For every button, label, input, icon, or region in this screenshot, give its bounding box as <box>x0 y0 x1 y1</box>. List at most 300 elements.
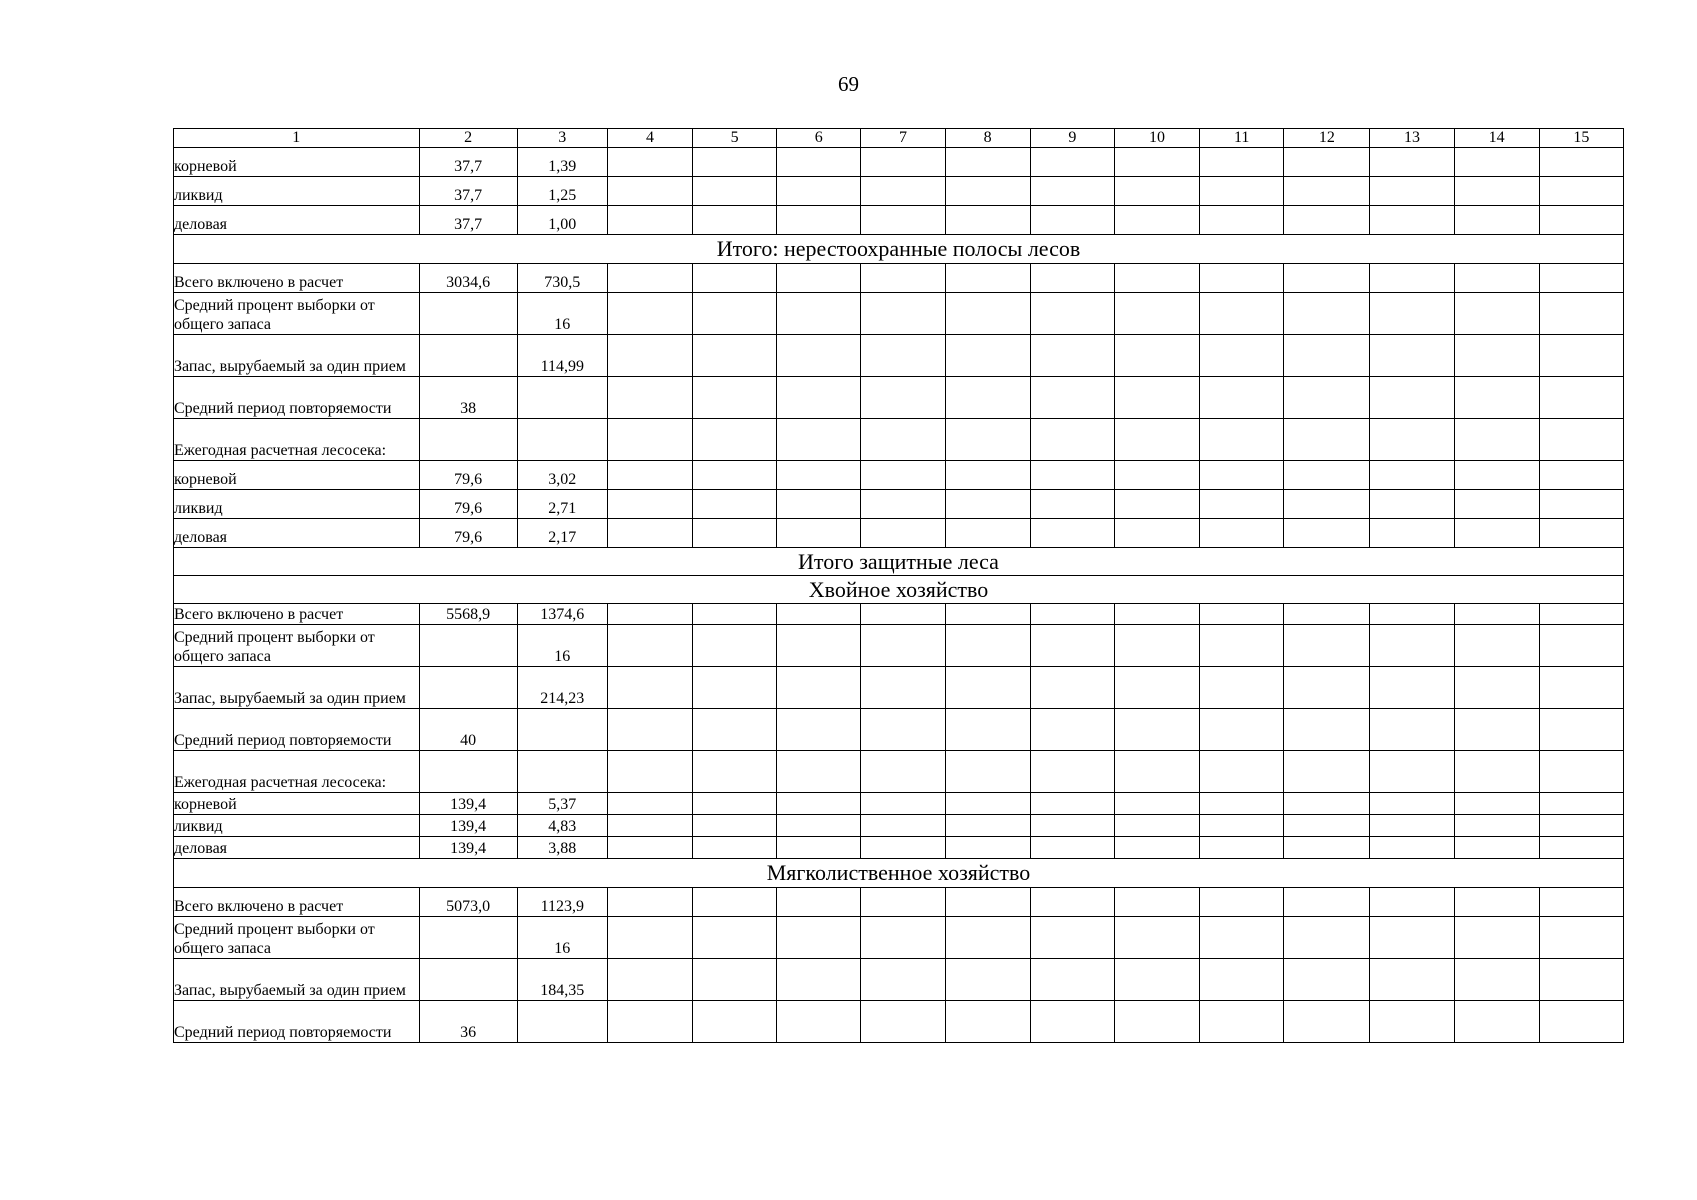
empty-cell <box>1370 793 1454 815</box>
empty-cell <box>1454 959 1539 1001</box>
empty-cell <box>1114 293 1199 335</box>
empty-cell <box>1114 837 1199 859</box>
empty-cell <box>945 917 1030 959</box>
value-cell <box>517 377 607 419</box>
empty-cell <box>945 837 1030 859</box>
empty-cell <box>1454 377 1539 419</box>
empty-cell <box>1454 604 1539 625</box>
table-row <box>174 419 1624 461</box>
table-row <box>174 148 1624 177</box>
empty-cell <box>1030 206 1114 235</box>
row-label: Всего включено в расчет <box>174 888 420 917</box>
empty-cell <box>1370 959 1454 1001</box>
value-cell <box>419 751 517 793</box>
empty-cell <box>861 377 945 419</box>
empty-cell <box>1200 625 1284 667</box>
empty-cell <box>1284 490 1370 519</box>
empty-cell <box>945 206 1030 235</box>
empty-cell <box>1539 293 1623 335</box>
empty-cell <box>607 751 692 793</box>
empty-cell <box>1284 837 1370 859</box>
value-cell: 16 <box>517 917 607 959</box>
empty-cell <box>693 519 777 548</box>
row-label: Всего включено в расчет <box>174 604 420 625</box>
empty-cell <box>777 1001 861 1043</box>
empty-cell <box>607 148 692 177</box>
row-label: Средний период повторяемости <box>174 377 420 419</box>
empty-cell <box>945 419 1030 461</box>
empty-cell <box>607 264 692 293</box>
empty-cell <box>1200 264 1284 293</box>
empty-cell <box>607 815 692 837</box>
empty-cell <box>1539 206 1623 235</box>
empty-cell <box>1200 751 1284 793</box>
empty-cell <box>1030 837 1114 859</box>
empty-cell <box>1114 815 1199 837</box>
empty-cell <box>861 793 945 815</box>
empty-cell <box>1539 490 1623 519</box>
empty-cell <box>1200 519 1284 548</box>
empty-cell <box>945 709 1030 751</box>
empty-cell <box>1114 667 1199 709</box>
empty-cell <box>1539 625 1623 667</box>
empty-cell <box>1114 519 1199 548</box>
empty-cell <box>607 519 692 548</box>
empty-cell <box>1200 793 1284 815</box>
table-row <box>174 293 1624 335</box>
empty-cell <box>945 490 1030 519</box>
empty-cell <box>945 667 1030 709</box>
empty-cell <box>1030 917 1114 959</box>
empty-cell <box>1200 377 1284 419</box>
row-label: ликвид <box>174 177 420 206</box>
empty-cell <box>1370 206 1454 235</box>
empty-cell <box>1370 709 1454 751</box>
empty-cell <box>861 148 945 177</box>
empty-cell <box>1114 206 1199 235</box>
empty-cell <box>1284 206 1370 235</box>
empty-cell <box>693 815 777 837</box>
empty-cell <box>693 837 777 859</box>
empty-cell <box>1284 335 1370 377</box>
table-row <box>174 1001 1624 1043</box>
empty-cell <box>861 461 945 490</box>
empty-cell <box>693 177 777 206</box>
table-row <box>174 264 1624 293</box>
table-row <box>174 917 1624 959</box>
empty-cell <box>777 461 861 490</box>
value-cell <box>517 419 607 461</box>
column-header: 11 <box>1200 129 1284 148</box>
empty-cell <box>1200 837 1284 859</box>
value-cell: 214,23 <box>517 667 607 709</box>
empty-cell <box>777 264 861 293</box>
empty-cell <box>1454 148 1539 177</box>
empty-cell <box>1284 148 1370 177</box>
column-header: 6 <box>777 129 861 148</box>
empty-cell <box>861 625 945 667</box>
empty-cell <box>861 709 945 751</box>
empty-cell <box>1539 793 1623 815</box>
value-cell: 139,4 <box>419 793 517 815</box>
empty-cell <box>607 206 692 235</box>
empty-cell <box>1200 490 1284 519</box>
empty-cell <box>1030 888 1114 917</box>
value-cell <box>419 419 517 461</box>
empty-cell <box>1539 888 1623 917</box>
empty-cell <box>1370 625 1454 667</box>
empty-cell <box>945 959 1030 1001</box>
row-label: Средний процент выборки от общего запаса <box>174 625 420 667</box>
empty-cell <box>777 917 861 959</box>
empty-cell <box>1370 264 1454 293</box>
table-header-row <box>174 129 1624 148</box>
empty-cell <box>1539 177 1623 206</box>
calculation-table <box>173 128 1624 1043</box>
empty-cell <box>693 148 777 177</box>
empty-cell <box>1200 293 1284 335</box>
empty-cell <box>1200 1001 1284 1043</box>
column-header: 5 <box>693 129 777 148</box>
empty-cell <box>1114 461 1199 490</box>
empty-cell <box>945 604 1030 625</box>
empty-cell <box>1030 959 1114 1001</box>
empty-cell <box>1454 751 1539 793</box>
empty-cell <box>945 335 1030 377</box>
empty-cell <box>945 148 1030 177</box>
empty-cell <box>861 815 945 837</box>
empty-cell <box>1370 888 1454 917</box>
section-heading-row <box>174 548 1624 576</box>
empty-cell <box>1284 625 1370 667</box>
empty-cell <box>1539 377 1623 419</box>
table-row <box>174 177 1624 206</box>
value-cell: 1,39 <box>517 148 607 177</box>
empty-cell <box>1284 667 1370 709</box>
empty-cell <box>1200 815 1284 837</box>
table-row <box>174 793 1624 815</box>
value-cell <box>419 959 517 1001</box>
value-cell <box>419 335 517 377</box>
empty-cell <box>1539 751 1623 793</box>
row-label: Средний процент выборки от общего запаса <box>174 917 420 959</box>
empty-cell <box>1284 959 1370 1001</box>
empty-cell <box>945 293 1030 335</box>
empty-cell <box>607 293 692 335</box>
value-cell: 3,88 <box>517 837 607 859</box>
empty-cell <box>777 837 861 859</box>
empty-cell <box>1200 148 1284 177</box>
empty-cell <box>1454 709 1539 751</box>
row-label: Всего включено в расчет <box>174 264 420 293</box>
empty-cell <box>1370 377 1454 419</box>
empty-cell <box>607 377 692 419</box>
column-header: 7 <box>861 129 945 148</box>
empty-cell <box>1370 335 1454 377</box>
empty-cell <box>777 206 861 235</box>
table-row <box>174 604 1624 625</box>
section-title: Итого: нерестоохранные полосы лесов <box>174 235 1624 264</box>
empty-cell <box>1454 837 1539 859</box>
section-heading-row <box>174 859 1624 888</box>
empty-cell <box>1370 751 1454 793</box>
empty-cell <box>693 264 777 293</box>
value-cell <box>517 709 607 751</box>
table-row <box>174 667 1624 709</box>
empty-cell <box>1454 335 1539 377</box>
column-header: 4 <box>607 129 692 148</box>
empty-cell <box>1539 837 1623 859</box>
empty-cell <box>945 264 1030 293</box>
empty-cell <box>861 604 945 625</box>
empty-cell <box>693 419 777 461</box>
section-title: Мягколиственное хозяйство <box>174 859 1624 888</box>
column-header: 1 <box>174 129 420 148</box>
empty-cell <box>1200 206 1284 235</box>
empty-cell <box>607 917 692 959</box>
empty-cell <box>1539 519 1623 548</box>
column-header: 13 <box>1370 129 1454 148</box>
empty-cell <box>1370 461 1454 490</box>
empty-cell <box>1114 490 1199 519</box>
empty-cell <box>945 625 1030 667</box>
empty-cell <box>693 206 777 235</box>
empty-cell <box>1114 625 1199 667</box>
empty-cell <box>861 419 945 461</box>
empty-cell <box>1200 667 1284 709</box>
empty-cell <box>861 959 945 1001</box>
empty-cell <box>1539 667 1623 709</box>
value-cell <box>419 667 517 709</box>
empty-cell <box>1200 917 1284 959</box>
row-label: Запас, вырубаемый за один прием <box>174 959 420 1001</box>
empty-cell <box>777 604 861 625</box>
empty-cell <box>1284 888 1370 917</box>
section-heading-row <box>174 235 1624 264</box>
empty-cell <box>1370 917 1454 959</box>
value-cell: 184,35 <box>517 959 607 1001</box>
empty-cell <box>607 419 692 461</box>
empty-cell <box>1284 751 1370 793</box>
empty-cell <box>777 148 861 177</box>
table-row <box>174 709 1624 751</box>
empty-cell <box>1030 625 1114 667</box>
value-cell: 36 <box>419 1001 517 1043</box>
empty-cell <box>1284 604 1370 625</box>
empty-cell <box>1454 815 1539 837</box>
empty-cell <box>945 751 1030 793</box>
empty-cell <box>1030 419 1114 461</box>
value-cell <box>517 1001 607 1043</box>
empty-cell <box>777 815 861 837</box>
value-cell <box>517 751 607 793</box>
section-title: Итого защитные леса <box>174 548 1624 576</box>
empty-cell <box>1284 177 1370 206</box>
empty-cell <box>1114 335 1199 377</box>
value-cell <box>419 625 517 667</box>
value-cell: 5073,0 <box>419 888 517 917</box>
value-cell: 5,37 <box>517 793 607 815</box>
empty-cell <box>693 793 777 815</box>
value-cell: 79,6 <box>419 490 517 519</box>
table-row <box>174 335 1624 377</box>
value-cell: 1,00 <box>517 206 607 235</box>
column-header: 15 <box>1539 129 1623 148</box>
empty-cell <box>945 377 1030 419</box>
empty-cell <box>1370 815 1454 837</box>
section-title: Хвойное хозяйство <box>174 576 1624 604</box>
value-cell: 79,6 <box>419 461 517 490</box>
empty-cell <box>1200 604 1284 625</box>
empty-cell <box>861 490 945 519</box>
empty-cell <box>607 837 692 859</box>
empty-cell <box>1454 419 1539 461</box>
empty-cell <box>945 519 1030 548</box>
empty-cell <box>607 335 692 377</box>
empty-cell <box>945 1001 1030 1043</box>
value-cell: 139,4 <box>419 815 517 837</box>
empty-cell <box>1370 1001 1454 1043</box>
empty-cell <box>1114 604 1199 625</box>
empty-cell <box>693 1001 777 1043</box>
row-label: Ежегодная расчетная лесосека: <box>174 419 420 461</box>
value-cell: 1,25 <box>517 177 607 206</box>
empty-cell <box>1114 793 1199 815</box>
empty-cell <box>777 490 861 519</box>
empty-cell <box>1200 419 1284 461</box>
empty-cell <box>1370 519 1454 548</box>
empty-cell <box>777 177 861 206</box>
row-label: ликвид <box>174 490 420 519</box>
table-row <box>174 815 1624 837</box>
empty-cell <box>1114 751 1199 793</box>
empty-cell <box>1284 293 1370 335</box>
empty-cell <box>693 461 777 490</box>
table-row <box>174 959 1624 1001</box>
row-label: деловая <box>174 206 420 235</box>
value-cell: 2,71 <box>517 490 607 519</box>
value-cell: 3,02 <box>517 461 607 490</box>
empty-cell <box>693 490 777 519</box>
value-cell: 37,7 <box>419 177 517 206</box>
value-cell <box>419 917 517 959</box>
empty-cell <box>1030 293 1114 335</box>
empty-cell <box>693 604 777 625</box>
empty-cell <box>1200 461 1284 490</box>
empty-cell <box>607 604 692 625</box>
column-header: 14 <box>1454 129 1539 148</box>
table-row <box>174 837 1624 859</box>
empty-cell <box>777 519 861 548</box>
table-row <box>174 625 1624 667</box>
value-cell: 2,17 <box>517 519 607 548</box>
row-label: Средний период повторяемости <box>174 1001 420 1043</box>
empty-cell <box>1370 148 1454 177</box>
empty-cell <box>1284 519 1370 548</box>
empty-cell <box>1539 959 1623 1001</box>
empty-cell <box>1030 490 1114 519</box>
empty-cell <box>1030 667 1114 709</box>
value-cell: 3034,6 <box>419 264 517 293</box>
empty-cell <box>1539 917 1623 959</box>
empty-cell <box>861 837 945 859</box>
row-label: Средний процент выборки от общего запаса <box>174 293 420 335</box>
row-label: деловая <box>174 837 420 859</box>
empty-cell <box>777 959 861 1001</box>
empty-cell <box>1114 888 1199 917</box>
row-label: Запас, вырубаемый за один прием <box>174 335 420 377</box>
empty-cell <box>861 1001 945 1043</box>
value-cell: 730,5 <box>517 264 607 293</box>
row-label: Ежегодная расчетная лесосека: <box>174 751 420 793</box>
empty-cell <box>1030 335 1114 377</box>
row-label: Средний период повторяемости <box>174 709 420 751</box>
empty-cell <box>1454 519 1539 548</box>
table-row <box>174 751 1624 793</box>
value-cell: 5568,9 <box>419 604 517 625</box>
empty-cell <box>607 793 692 815</box>
empty-cell <box>1454 625 1539 667</box>
column-header: 3 <box>517 129 607 148</box>
table-row <box>174 888 1624 917</box>
value-cell: 16 <box>517 625 607 667</box>
empty-cell <box>1539 264 1623 293</box>
empty-cell <box>1200 959 1284 1001</box>
value-cell: 139,4 <box>419 837 517 859</box>
empty-cell <box>1454 490 1539 519</box>
empty-cell <box>1114 959 1199 1001</box>
row-label: корневой <box>174 793 420 815</box>
empty-cell <box>777 377 861 419</box>
empty-cell <box>1114 1001 1199 1043</box>
empty-cell <box>1030 604 1114 625</box>
empty-cell <box>1030 709 1114 751</box>
empty-cell <box>777 709 861 751</box>
value-cell: 37,7 <box>419 206 517 235</box>
row-label: ликвид <box>174 815 420 837</box>
empty-cell <box>1114 419 1199 461</box>
value-cell: 4,83 <box>517 815 607 837</box>
empty-cell <box>945 888 1030 917</box>
empty-cell <box>945 793 1030 815</box>
empty-cell <box>1200 335 1284 377</box>
value-cell: 37,7 <box>419 148 517 177</box>
table-row <box>174 519 1624 548</box>
empty-cell <box>693 293 777 335</box>
empty-cell <box>607 177 692 206</box>
empty-cell <box>1370 667 1454 709</box>
empty-cell <box>1284 419 1370 461</box>
empty-cell <box>861 751 945 793</box>
empty-cell <box>1370 604 1454 625</box>
empty-cell <box>1284 377 1370 419</box>
empty-cell <box>1284 1001 1370 1043</box>
empty-cell <box>693 888 777 917</box>
empty-cell <box>861 264 945 293</box>
row-label: деловая <box>174 519 420 548</box>
empty-cell <box>693 959 777 1001</box>
empty-cell <box>1454 667 1539 709</box>
empty-cell <box>1454 888 1539 917</box>
row-label: Запас, вырубаемый за один прием <box>174 667 420 709</box>
empty-cell <box>1114 377 1199 419</box>
empty-cell <box>607 625 692 667</box>
empty-cell <box>861 293 945 335</box>
empty-cell <box>1454 177 1539 206</box>
column-header: 10 <box>1114 129 1199 148</box>
empty-cell <box>1284 793 1370 815</box>
empty-cell <box>1454 206 1539 235</box>
